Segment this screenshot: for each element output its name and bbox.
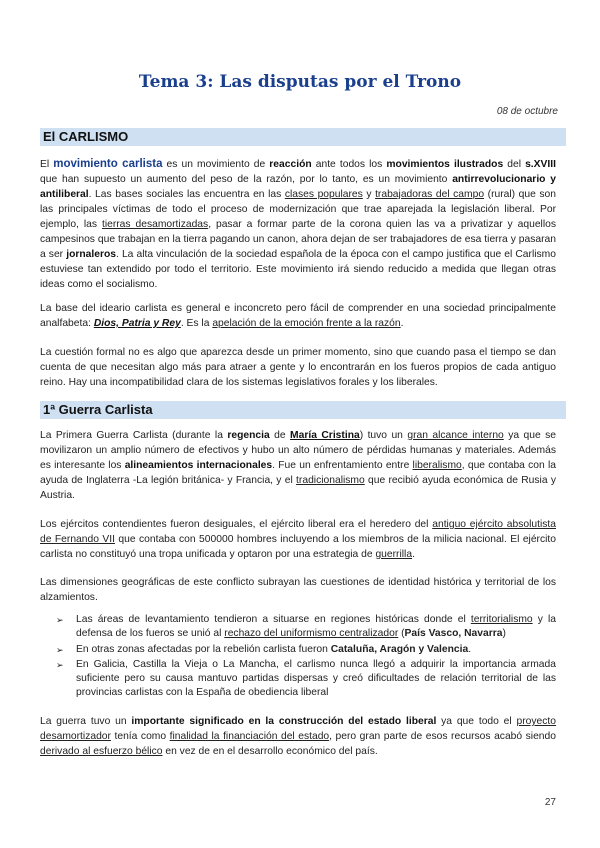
section-heading-primera-guerra: 1ª Guerra Carlista: [40, 401, 566, 419]
paragraph-guerra-estado-liberal: La guerra tuvo un importante significado en la construcción del estado liberal ya que todo el proyecto desamortizador tenía como finalidad la financiación del estado, pero gran parte de esos recursos acabó siendo derivado al esfuerzo bélico en vez de en el desarrollo económico del país.: [40, 716, 557, 757]
paragraph-carlismo-fueros: La cuestión formal no es algo que aparezca desde un primer momento, sino que cuando pasa el tiempo se dan cuenta de que necesitan algo más para atraer a gente y lo encontrarán en los fueros propios de cada antiguo reino. Hay una incompatibilidad clara de los sistemas legislativos forales y los liberales.: [40, 347, 556, 388]
paragraph-carlismo-intro: El movimiento carlista es un movimiento de reacción ante todos los movimientos ilustrados del s.XVIII que han supuesto un aumento del peso de la razón, por lo tanto, es un movimiento antirrevolucionario y antiliberal. Las bases sociales las encuentra en las clases populares y trabajadoras del campo (rural) que son las principales víctimas de todo el proceso de modernización que trae aparejada la legislación liberal. Por ejemplo, las tierras desamortizadas, pasar a formar parte de la corona quien las va a privatizar y aquellos campesinos que trabajan en la tierra pagando un canon, ahora dejan de ser trabajadores de esa tierra y pasaran a ser jornaleros. La alta vinculación de la sociedad española de la época con el campo justifica que el Carlismo estuviese tan extendido por todo el territorio. Este movimiento irá siendo reducido a medida que llegan otras ideas como el socialismo.: [40, 158, 556, 290]
page-title: Tema 3: Las disputas por el Trono: [138, 72, 462, 92]
page-number: 27: [544, 797, 556, 808]
bullet-list-regiones: [56, 613, 556, 702]
section-heading-carlismo: El CARLISMO: [40, 128, 566, 146]
arrow-bullet-icon: ➢: [56, 659, 64, 670]
arrow-bullet-icon: ➢: [56, 644, 64, 655]
paragraph-guerra-ejercitos: Los ejércitos contendientes fueron desiguales, el ejército liberal era el heredero del antiguo ejército absolutista de Fernando VII que contaba con 500000 hombres incluyendo a los miembros de la milicia nacional. El ejército carlista no constituyó una tropa unificada y optaron por una estrategia de guerrilla.: [40, 519, 557, 560]
list-item: ➢ En otras zonas afectadas por la rebelión carlista fueron Cataluña, Aragón y Valencia.: [56, 643, 556, 657]
paragraph-carlismo-ideario: La base del ideario carlista es general e inconcreto pero fácil de comprender en una sociedad principalmente analfabeta: Dios, Patria y Rey. Es la apelación de la emoción frente a la razón.: [40, 303, 556, 329]
date-label: 08 de octubre: [496, 106, 558, 117]
paragraph-guerra-dimensiones: Las dimensiones geográficas de este conflicto subrayan las cuestiones de identidad histórica y territorial de los alzamientos.: [40, 577, 556, 603]
list-item: ➢ En Galicia, Castilla la Vieja o La Mancha, el carlismo nunca llegó a adquirir la importancia armada suficiente pero su causa mantuvo partidas dispersas y creó dificultades de relación territorial de las provincias carlistas con la España de obediencia liberal: [56, 658, 556, 699]
paragraph-guerra-alcance: La Primera Guerra Carlista (durante la regencia de María Cristina) tuvo un gran alcance interno ya que se movilizaron un amplio número de efectivos y hubo un alto número de pérdidas humanas y materiales. Además es interesante los alineamientos internacionales. Fue un enfrentamiento entre liberalismo, que contaba con la ayuda de Inglaterra -La legión británica- y Francia, y el tradicionalismo que recibió ayuda económica de Rusia y Austria.: [40, 430, 556, 501]
arrow-bullet-icon: ➢: [56, 615, 64, 625]
list-item: ➢ Las áreas de levantamiento tendieron a situarse en regiones históricas donde el territorialismo y la defensa de los fueros se unió al rechazo del uniformismo centralizador (País Vasco, Navarra): [56, 614, 557, 640]
